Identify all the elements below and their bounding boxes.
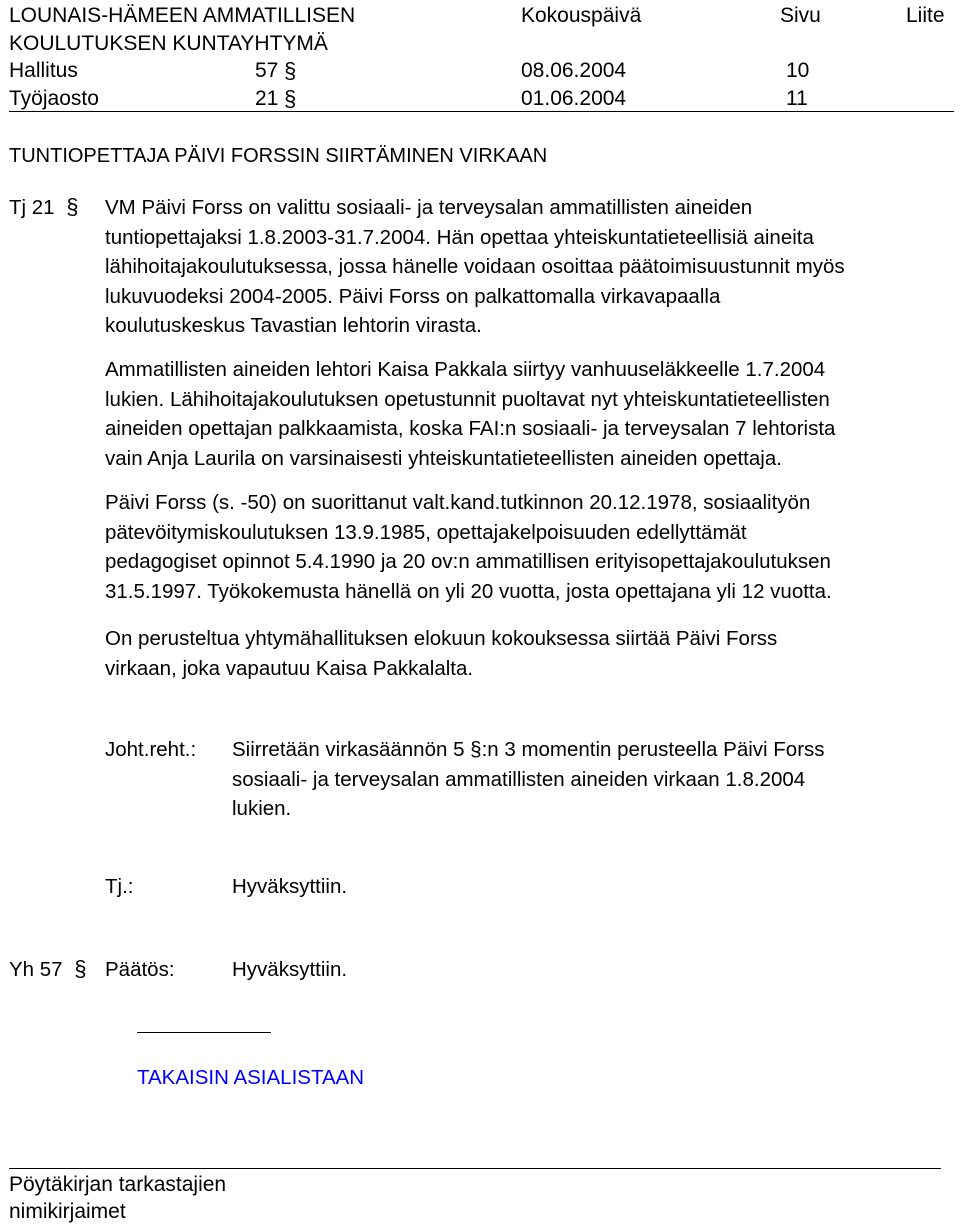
- yh-reference-label: Yh 57: [9, 958, 63, 981]
- meeting-date-heading: Kokouspäivä: [521, 4, 642, 27]
- paragraph-line: Ammatillisten aineiden lehtori Kaisa Pakkala siirtyy vanhuuseläkkeelle 1.7.2004: [105, 358, 826, 381]
- paragraph-line: virkaan, joka vapautuu Kaisa Pakkalalta.: [105, 656, 474, 680]
- paragraph-line: vain Anja Laurila on varsinaisesti yhteiskuntatieteellisten aineiden opettaja.: [105, 446, 782, 470]
- tj-reference-label: Tj 21: [9, 196, 55, 219]
- paragraph-line: koulutuskeskus Tavastian lehtorin virasta.: [105, 314, 482, 337]
- paragraph-line: lähihoitajakoulutuksessa, jossa hänelle voidaan osoittaa päätoimisuustunnit myös: [105, 255, 845, 278]
- proposal-text: [232, 735, 952, 824]
- header-row-date: 01.06.2004: [521, 87, 627, 110]
- paragraph-line: VM Päivi Forss on valittu sosiaali- ja terveysalan ammatillisten aineiden: [105, 196, 753, 219]
- separator-line: [137, 1032, 271, 1033]
- section-symbol: §: [284, 86, 297, 111]
- proposal-line: Siirretään virkasäännön 5 §:n 3 momentin perusteella Päivi Forss: [232, 738, 825, 761]
- tj-decision-label: Tj.:: [105, 875, 134, 898]
- tj-reference: [9, 193, 79, 223]
- yh-reference: [9, 955, 87, 985]
- paragraph-line: aineiden opettajan palkkaamista, koska FAI:n sosiaali- ja terveysalan 7 lehtorista: [105, 417, 836, 440]
- org-name-line1: LOUNAIS-HÄMEEN AMMATILLISEN: [9, 4, 356, 27]
- paragraph-line: lukuvuodeksi 2004-2005. Päivi Forss on palkattomalla virkavapaalla: [105, 284, 721, 308]
- header-row-number: 57: [255, 59, 279, 82]
- proposal-line: sosiaali- ja terveysalan ammatillisten aineiden virkaan 1.8.2004: [232, 767, 806, 791]
- org-name-line2: KOULUTUKSEN KUNTAYHTYMÄ: [9, 32, 328, 55]
- body-paragraph-4: [105, 624, 960, 683]
- paragraph-line: pedagogiset opinnot 5.4.1990 ja 20 ov:n ammatillisen erityisopettajakoulutuksen: [105, 550, 831, 573]
- attachment-heading: Liite: [906, 4, 945, 27]
- paragraph-line: lukien. Lähihoitajakoulutuksen opetustunnit puoltavat nyt yhteiskuntatieteellisten: [105, 387, 830, 411]
- header-row-body: Hallitus: [9, 59, 78, 82]
- yh-decision-label: Päätös:: [105, 958, 175, 981]
- body-paragraph-3: [105, 488, 960, 606]
- document-title: TUNTIOPETTAJA PÄIVI FORSSIN SIIRTÄMINEN VIRKAAN: [9, 145, 548, 167]
- tj-decision-text: Hyväksyttiin.: [232, 875, 348, 898]
- footer-line1: Pöytäkirjan tarkastajien: [9, 1173, 227, 1196]
- section-symbol: §: [284, 58, 297, 83]
- paragraph-line: pätevöitymiskoulutuksen 13.9.1985, opettajakelpoisuuden edellyttämät: [105, 520, 747, 544]
- yh-decision-text: Hyväksyttiin.: [232, 958, 348, 981]
- header-divider: [9, 111, 954, 112]
- back-to-agenda-link[interactable]: TAKAISIN ASIALISTAAN: [137, 1066, 365, 1089]
- header-row-number: 21: [255, 87, 279, 110]
- body-paragraph-1: [105, 193, 960, 341]
- footer-divider: [9, 1168, 941, 1169]
- section-symbol: §: [74, 956, 87, 981]
- header-row-body: Työjaosto: [9, 87, 99, 110]
- page-heading: Sivu: [780, 4, 821, 27]
- header-row-date: 08.06.2004: [521, 59, 627, 82]
- proposal-label: Joht.reht.:: [105, 738, 197, 761]
- section-symbol: §: [66, 194, 79, 219]
- proposal-line: lukien.: [232, 797, 292, 820]
- paragraph-line: On perusteltua yhtymähallituksen elokuun kokouksessa siirtää Päivi Forss: [105, 627, 778, 650]
- paragraph-line: 31.5.1997. Työkokemusta hänellä on yli 20 vuotta, josta opettajana yli 12 vuotta.: [105, 579, 832, 603]
- body-paragraph-2: [105, 355, 960, 473]
- footer-line2: nimikirjaimet: [9, 1200, 126, 1223]
- header-row-page: 10: [786, 59, 810, 82]
- header-row-page: 11: [786, 87, 808, 110]
- paragraph-line: tuntiopettajaksi 1.8.2003-31.7.2004. Hän opettaa yhteiskuntatieteellisiä aineita: [105, 225, 814, 249]
- paragraph-line: Päivi Forss (s. -50) on suorittanut valt.kand.tutkinnon 20.12.1978, sosiaalityön: [105, 491, 811, 514]
